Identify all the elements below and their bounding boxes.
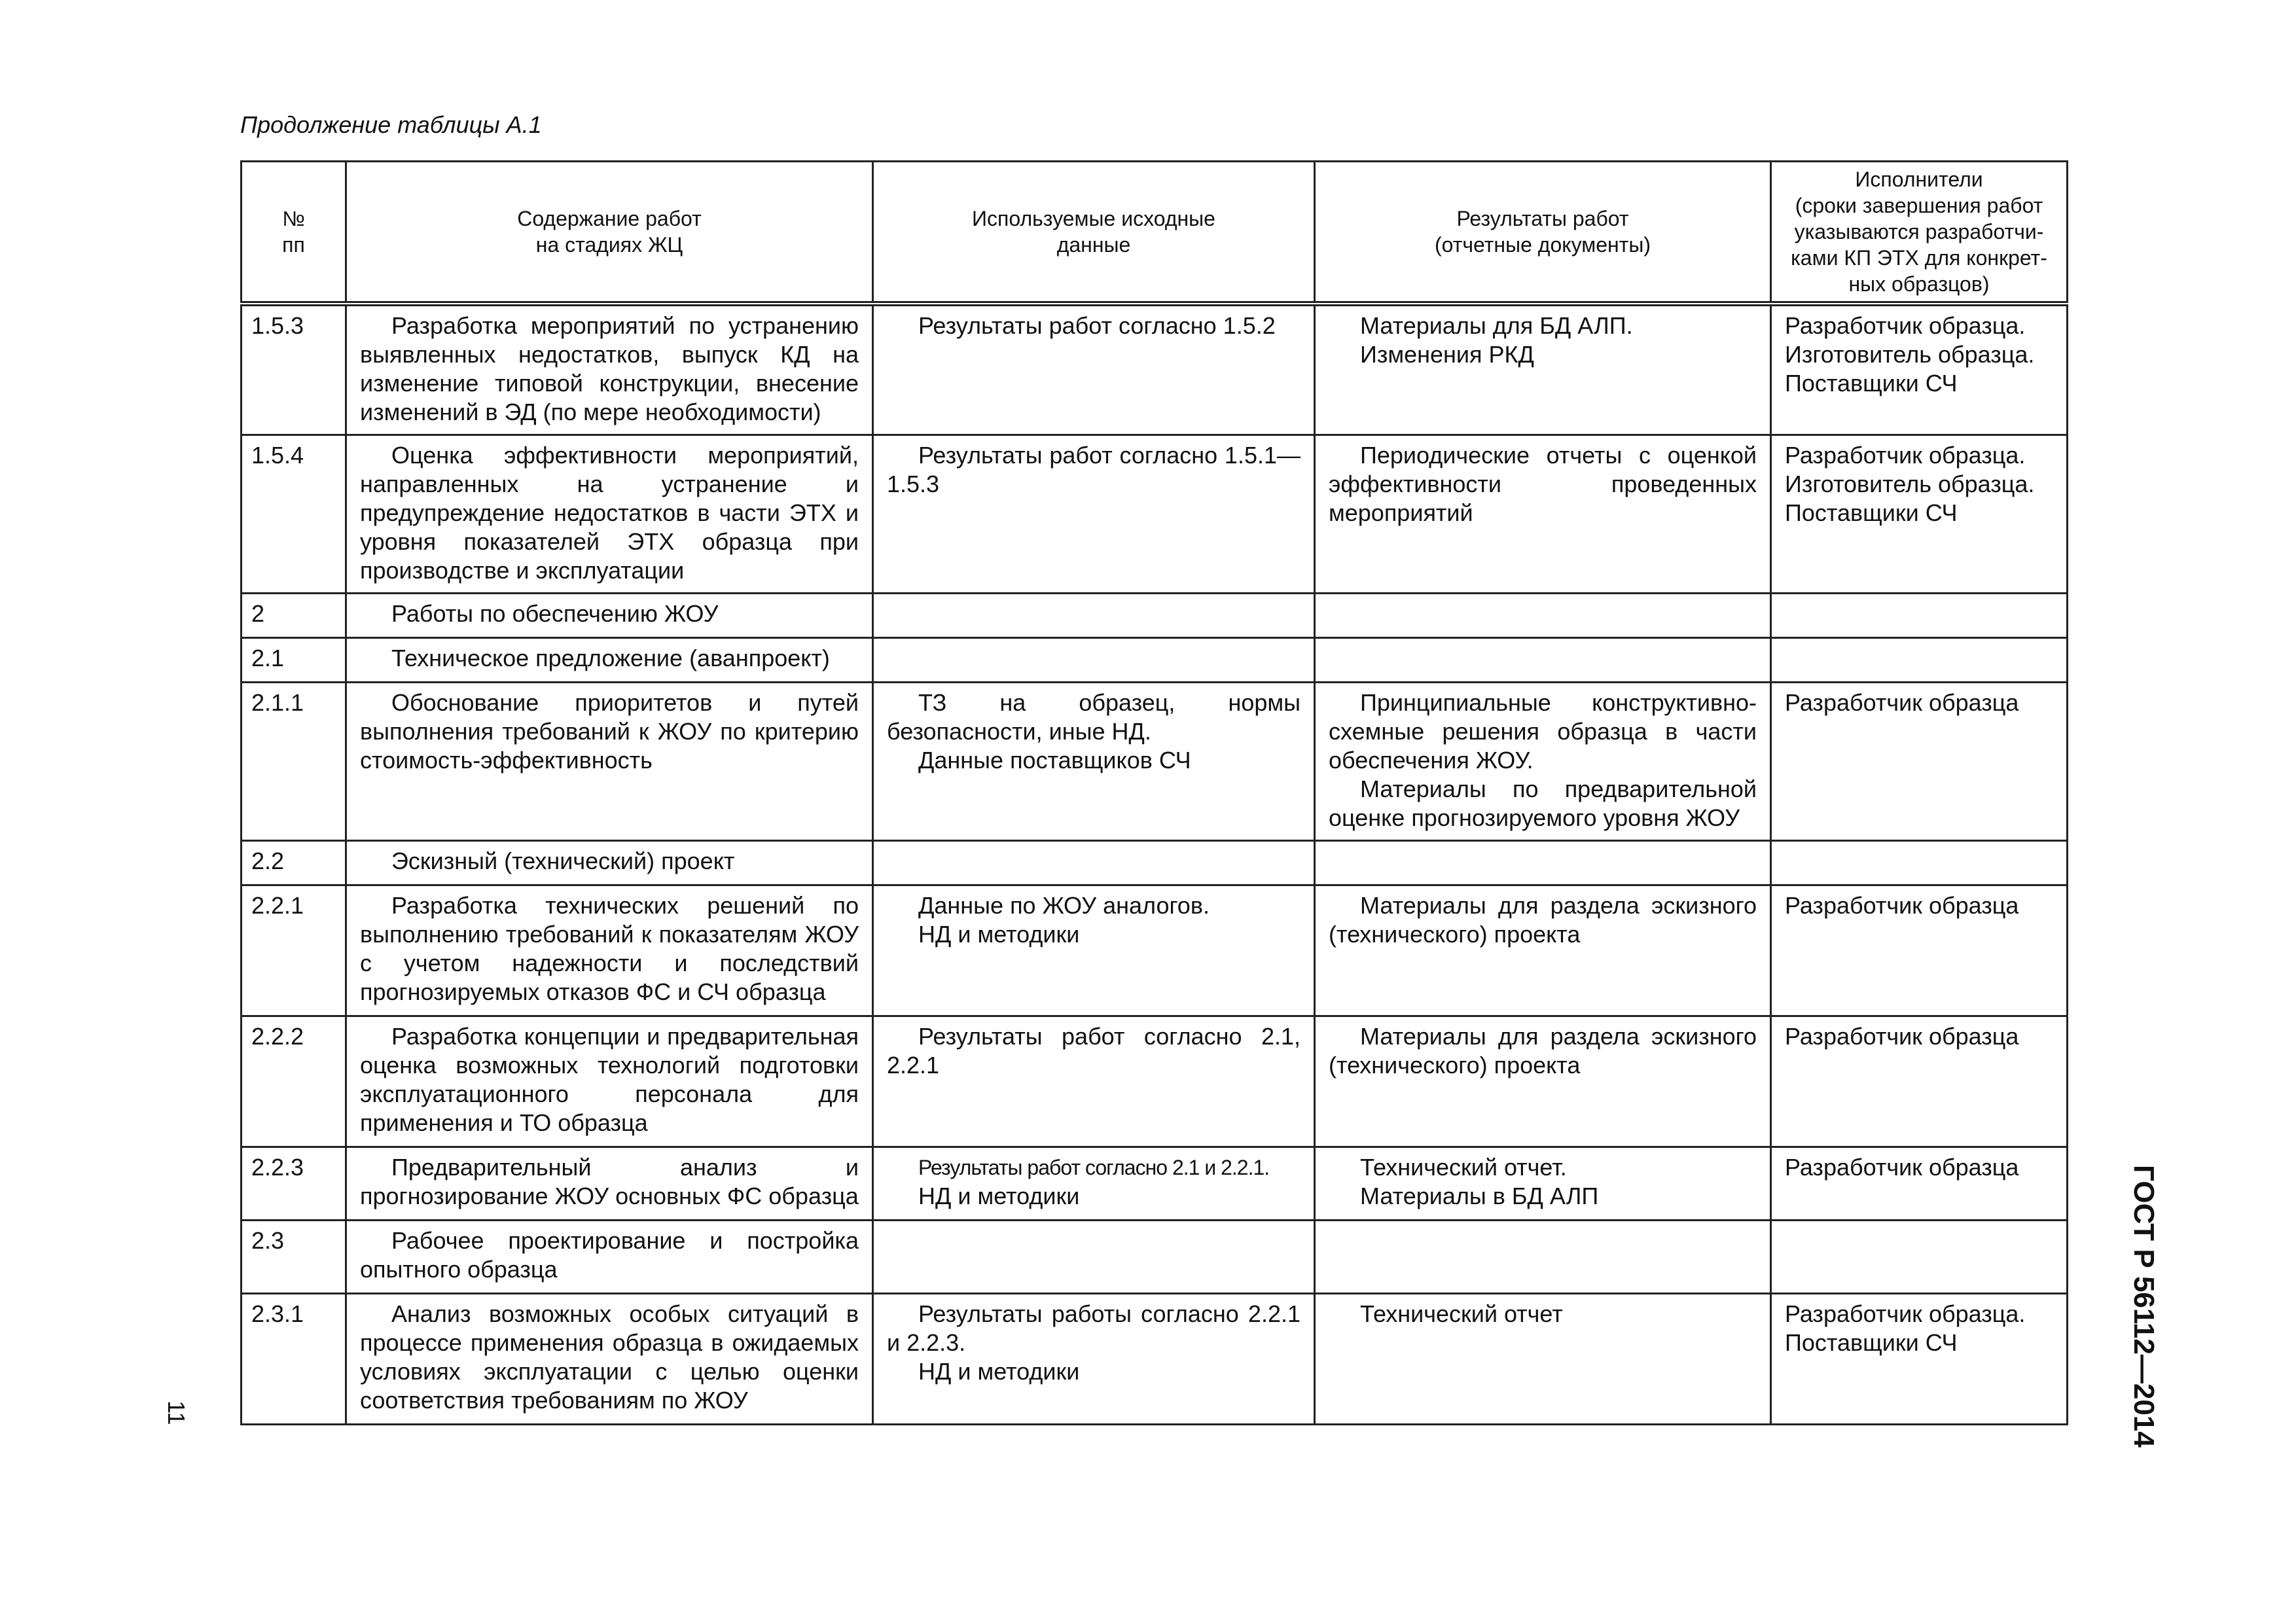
row-executors-line: Изготовитель образца. bbox=[1785, 341, 2035, 368]
row-number: 2.3.1 bbox=[242, 1293, 346, 1424]
row-content: Работы по обеспечению ЖОУ bbox=[346, 593, 873, 637]
row-inputs: Результаты работ согласно 2.1, 2.2.1 bbox=[873, 1016, 1315, 1147]
row-executors bbox=[1771, 593, 2068, 637]
table-caption: Продолжение таблицы А.1 bbox=[240, 111, 542, 138]
row-content: Анализ возможных особых ситуаций в процессе применения образца в ожидаемых условиях эксплуатации с целью оценки соответствия требованиям по ЖОУ bbox=[346, 1293, 873, 1424]
row-results-line: Материалы по предварительной оценке прогнозируемого уровня ЖОУ bbox=[1329, 775, 1757, 831]
row-content: Техническое предложение (аванпроект) bbox=[346, 637, 873, 682]
header-num bbox=[242, 162, 346, 304]
row-results-line: Материалы для БД АЛП. bbox=[1360, 312, 1633, 339]
header-executors bbox=[1771, 162, 2068, 304]
row-executors bbox=[1771, 304, 2068, 435]
row-executors-line: Разработчик образца. bbox=[1785, 312, 2026, 339]
row-number: 2.2.3 bbox=[242, 1147, 346, 1220]
row-number: 2.2 bbox=[242, 840, 346, 885]
row-inputs bbox=[873, 637, 1315, 682]
header-inputs-line: данные bbox=[1056, 233, 1131, 257]
page-number: 11 bbox=[163, 1400, 190, 1425]
row-executors bbox=[1771, 1293, 2068, 1424]
row-inputs-line: Результаты работ согласно 2.1 и 2.2.1. bbox=[918, 1155, 1270, 1179]
row-inputs-line: Результаты работ согласно 1.5.2 bbox=[918, 312, 1276, 339]
works-table bbox=[240, 160, 2068, 1425]
row-results: Материалы для раздела эскизного (технического) проекта bbox=[1315, 885, 1771, 1016]
row-results bbox=[1315, 682, 1771, 840]
row-content: Разработка технических решений по выполнению требований к показателям ЖОУ с учетом надежности и последствий прогнозируемых отказов ФС и СЧ образца bbox=[346, 885, 873, 1016]
row-executors-line: Разработчик образца bbox=[1785, 688, 2019, 716]
row-number: 1.5.3 bbox=[242, 304, 346, 435]
row-inputs bbox=[873, 1293, 1315, 1424]
header-executors-line: (сроки завершения работ bbox=[1795, 194, 2043, 217]
row-content: Разработка концепции и предварительная оценка возможных технологий подготовки эксплуатационного персонала для применения и ТО образца bbox=[346, 1016, 873, 1147]
row-inputs bbox=[873, 885, 1315, 1016]
row-inputs bbox=[873, 304, 1315, 435]
row-executors-line: Поставщики СЧ bbox=[1785, 370, 1958, 397]
row-content: Предварительный анализ и прогнозирование ЖОУ основных ФС образца bbox=[346, 1147, 873, 1220]
row-executors bbox=[1771, 1147, 2068, 1220]
header-inputs-line: Используемые исходные bbox=[972, 207, 1215, 230]
header-executors-line: указываются разработчи- bbox=[1794, 220, 2044, 243]
table-row bbox=[242, 304, 2068, 435]
row-content: Обоснование приоритетов и путей выполнения требований к ЖОУ по критерию стоимость-эффективность bbox=[346, 682, 873, 840]
row-inputs bbox=[873, 593, 1315, 637]
row-executors-line: Разработчик образца. bbox=[1785, 1300, 2026, 1327]
row-inputs-line: НД и методики bbox=[918, 1357, 1080, 1385]
row-number: 2 bbox=[242, 593, 346, 637]
row-executors bbox=[1771, 885, 2068, 1016]
row-content: Разработка мероприятий по устранению выявленных недостатков, выпуск КД на изменение типовой конструкции, внесение изменений в ЭД (по мере необходимости) bbox=[346, 304, 873, 435]
row-number: 2.1 bbox=[242, 637, 346, 682]
header-results bbox=[1315, 162, 1771, 304]
table-row bbox=[242, 1016, 2068, 1147]
row-inputs bbox=[873, 1220, 1315, 1293]
row-inputs bbox=[873, 1147, 1315, 1220]
table-row bbox=[242, 840, 2068, 885]
row-executors bbox=[1771, 682, 2068, 840]
row-executors-line: Поставщики СЧ bbox=[1785, 1329, 1958, 1356]
row-inputs-line: ТЗ на образец, нормы безопасности, иные НД. bbox=[887, 688, 1300, 745]
table-row bbox=[242, 885, 2068, 1016]
row-number: 2.2.1 bbox=[242, 885, 346, 1016]
row-executors-line: Поставщики СЧ bbox=[1785, 499, 1958, 526]
table-header bbox=[242, 162, 2068, 304]
row-results-line: Принципиальные конструктивно-схемные решения образца в части обеспечения ЖОУ. bbox=[1329, 688, 1757, 774]
table-container bbox=[240, 160, 2066, 1425]
header-content bbox=[346, 162, 873, 304]
table-row bbox=[242, 1293, 2068, 1424]
row-results bbox=[1315, 1293, 1771, 1424]
header-executors-line: ками КП ЭТХ для конкрет- bbox=[1791, 246, 2047, 270]
row-results bbox=[1315, 840, 1771, 885]
table-row bbox=[242, 435, 2068, 593]
header-num-line: № bbox=[282, 207, 305, 230]
row-executors bbox=[1771, 840, 2068, 885]
row-results bbox=[1315, 1220, 1771, 1293]
header-num-line: пп bbox=[282, 233, 305, 257]
table-row bbox=[242, 1220, 2068, 1293]
row-executors bbox=[1771, 435, 2068, 593]
header-content-line: Содержание работ bbox=[517, 207, 702, 230]
row-inputs bbox=[873, 682, 1315, 840]
row-results: Материалы для раздела эскизного (технического) проекта bbox=[1315, 1016, 1771, 1147]
table-row bbox=[242, 1147, 2068, 1220]
header-content-line: на стадиях ЖЦ bbox=[535, 233, 683, 257]
row-results bbox=[1315, 593, 1771, 637]
row-executors bbox=[1771, 1016, 2068, 1147]
row-number: 2.3 bbox=[242, 1220, 346, 1293]
row-executors-line: Разработчик образца bbox=[1785, 1022, 2019, 1050]
row-results-line: Технический отчет. bbox=[1360, 1153, 1567, 1181]
row-executors-line: Изготовитель образца. bbox=[1785, 470, 2035, 497]
row-inputs-line: Результаты работы согласно 2.2.1 и 2.2.3. bbox=[887, 1300, 1300, 1356]
row-executors bbox=[1771, 637, 2068, 682]
row-inputs-line: Данные поставщиков СЧ bbox=[918, 746, 1191, 774]
row-number: 2.1.1 bbox=[242, 682, 346, 840]
row-results-line: Технический отчет bbox=[1360, 1300, 1563, 1327]
row-inputs-line: НД и методики bbox=[918, 920, 1080, 948]
row-executors-line: Разработчик образца. bbox=[1785, 441, 2026, 469]
table-row bbox=[242, 593, 2068, 637]
row-executors bbox=[1771, 1220, 2068, 1293]
row-executors-line: Разработчик образца bbox=[1785, 891, 2019, 919]
header-inputs bbox=[873, 162, 1315, 304]
row-content: Эскизный (технический) проект bbox=[346, 840, 873, 885]
row-results bbox=[1315, 1147, 1771, 1220]
row-results bbox=[1315, 304, 1771, 435]
table-row bbox=[242, 637, 2068, 682]
row-inputs: Результаты работ согласно 1.5.1—1.5.3 bbox=[873, 435, 1315, 593]
row-results: Периодические отчеты с оценкой эффективности проведенных мероприятий bbox=[1315, 435, 1771, 593]
row-inputs-line: Данные по ЖОУ аналогов. bbox=[918, 891, 1210, 919]
header-results-line: (отчетные документы) bbox=[1434, 233, 1651, 257]
row-results-line: Материалы в БД АЛП bbox=[1360, 1182, 1599, 1209]
row-results bbox=[1315, 637, 1771, 682]
gost-code: ГОСТ Р 56112—2014 bbox=[2128, 1165, 2160, 1448]
row-number: 1.5.4 bbox=[242, 435, 346, 593]
row-inputs-line: НД и методики bbox=[918, 1182, 1080, 1209]
row-content: Рабочее проектирование и постройка опытного образца bbox=[346, 1220, 873, 1293]
header-executors-line: ных образцов) bbox=[1848, 272, 1990, 296]
table-body bbox=[242, 304, 2068, 1424]
row-inputs bbox=[873, 840, 1315, 885]
header-results-line: Результаты работ bbox=[1456, 207, 1629, 230]
table-row bbox=[242, 682, 2068, 840]
row-content: Оценка эффективности мероприятий, направленных на устранение и предупреждение недостатков в части ЭТХ и уровня показателей ЭТХ образца при производстве и эксплуатации bbox=[346, 435, 873, 593]
header-row bbox=[242, 162, 2068, 304]
row-executors-line: Разработчик образца bbox=[1785, 1153, 2019, 1181]
header-executors-line: Исполнители bbox=[1855, 168, 1983, 191]
row-number: 2.2.2 bbox=[242, 1016, 346, 1147]
row-results-line: Изменения РКД bbox=[1360, 341, 1534, 368]
